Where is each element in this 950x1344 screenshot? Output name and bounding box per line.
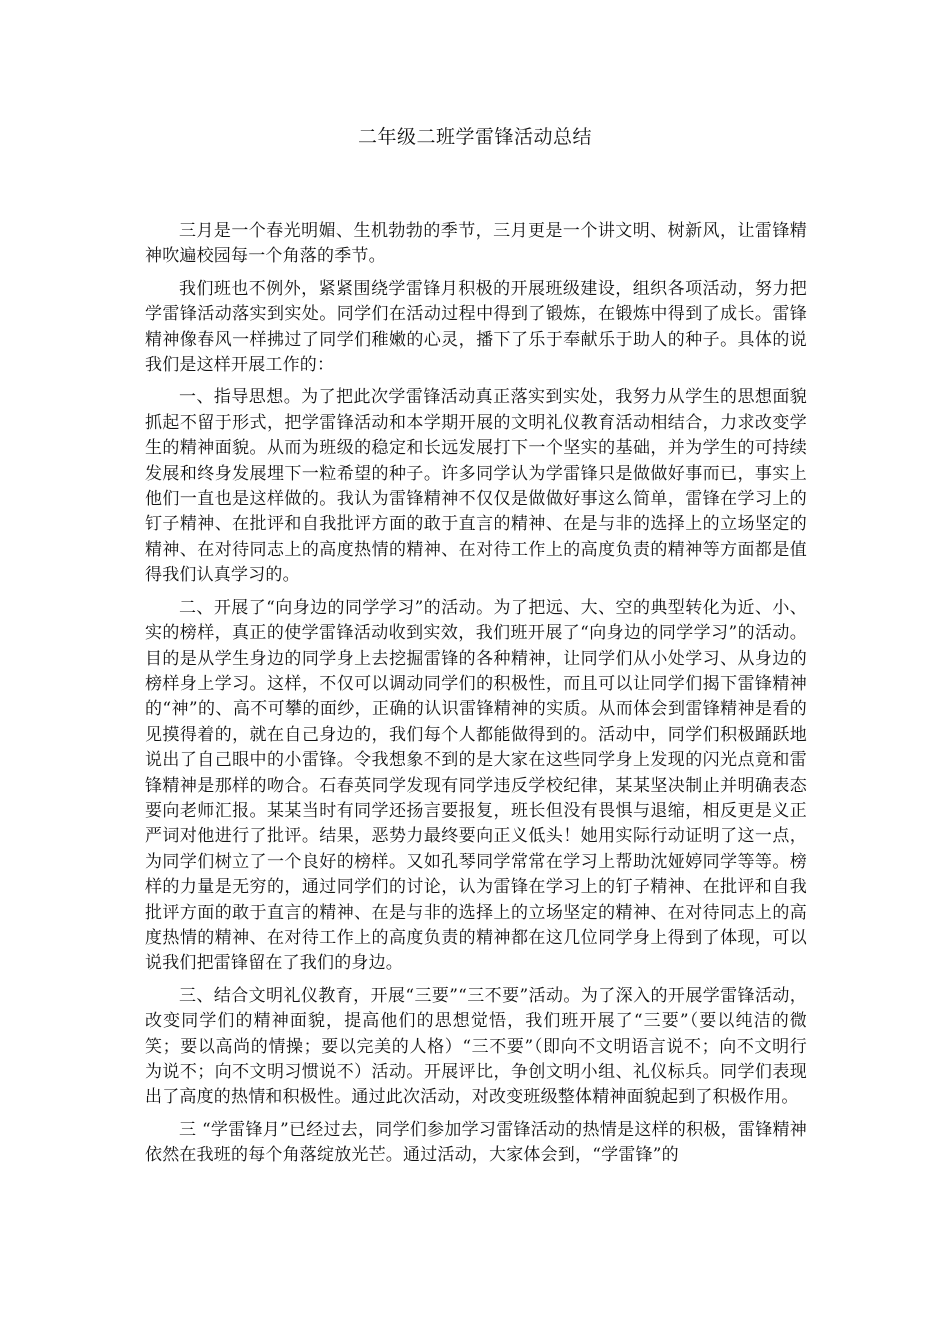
document-title: 二年级二班学雷锋活动总结: [357, 126, 592, 148]
paragraph-intro: 三月是一个春光明媚、生机勃勃的季节，三月更是一个讲文明、树新风，让雷锋精神吹遍校园每一个角落的季节。: [145, 221, 807, 267]
paragraph-class-overview: 我们班也不例外，紧紧围绕学雷锋月积极的开展班级建设，组织各项活动，努力把学雷锋活动落实到实处。同学们在活动过程中得到了锻炼，在锻炼中得到了成长。雷锋精神像春风一样拂过了同学们稚嫩的心灵，播下了乐于奉献乐于助人的种子。具体的说我们是这样开展工作的：: [145, 278, 807, 376]
paragraph-guiding-idea: 一、指导思想。为了把此次学雷锋活动真正落实到实处，我努力从学生的思想面貌抓起不留于形式，把学雷锋活动和本学期开展的文明礼仪教育活动相结合，力求改变学生的精神面貌。从而为班级的稳定和长远发展打下一个坚实的基础，并为学生的可持续发展和终身发展埋下一粒希望的种子。许多同学认为学雷锋只是做做好事而已，事实上他们一直也是这样做的。我认为雷锋精神不仅仅是做做好事这么简单，雷锋在学习上的钉子精神、在批评和自我批评方面的敢于直言的精神、在是与非的选择上的立场坚定的精神、在对待同志上的高度热情的精神、在对待工作上的高度负责的精神等方面都是值得我们认真学习的。: [145, 387, 807, 586]
paragraph-learn-from-classmates: 二、开展了“向身边的同学学习”的活动。为了把远、大、空的典型转化为近、小、实的榜样，真正的使学雷锋活动收到实效，我们班开展了“向身边的同学学习”的活动。目的是从学生身边的同学身上去挖掘雷锋的各种精神，让同学们从小处学习、从身边的榜样身上学习。这样，不仅可以调动同学们的积极性，而且可以让同学们揭下雷锋精神的“神”的、高不可攀的面纱，正确的认识雷锋精神的实质。从而体会到雷锋精神是看的见摸得着的，就在自己身边的，我们每个人都能做得到的。活动中，同学们积极踊跃地说出了自己眼中的小雷锋。令我想象不到的是大家在这些同学身上发现的闪光点竟和雷锋精神是那样的吻合。石春英同学发现有同学违反学校纪律，某某坚决制止并明确表态要向老师汇报。某某当时有同学还扬言要报复，班长但没有畏惧与退缩，相反更是义正严词对他进行了批评。结果，恶势力最终要向正义低头！她用实际行动证明了这一点，为同学们树立了一个良好的榜样。又如孔琴同学常常在学习上帮助沈娅婷同学等等。榜样的力量是无穷的，通过同学们的讨论，认为雷锋在学习上的钉子精神、在批评和自我批评方面的敢于直言的精神、在是与非的选择上的立场坚定的精神、在对待同志上的高度热情的精神、在对待工作上的高度负责的精神都在这几位同学身上得到了体现，可以说我们把雷锋留在了我们的身边。: [145, 597, 807, 974]
document-body: [145, 219, 807, 1176]
paragraph-conclusion: 三 “学雷锋月”已经过去，同学们参加学习雷锋活动的热情是这样的积极，雷锋精神依然在我班的每个角落绽放光芒。通过活动，大家体会到，“学雷锋”的: [145, 1119, 807, 1166]
paragraph-etiquette-activity: 三、结合文明礼仪教育，开展“三要”“三不要”活动。为了深入的开展学雷锋活动，改变同学们的精神面貌，提高他们的思想觉悟，我们班开展了“三要”（要以纯洁的微笑；要以高尚的情操；要以完美的人格）“三不要”（即向不文明语言说不；向不文明行为说不；向不文明习惯说不）活动。开展评比，争创文明小组、礼仪标兵。同学们表现出了高度的热情和积极性。通过此次活动，对改变班级整体精神面貌起到了积极作用。: [145, 985, 807, 1108]
